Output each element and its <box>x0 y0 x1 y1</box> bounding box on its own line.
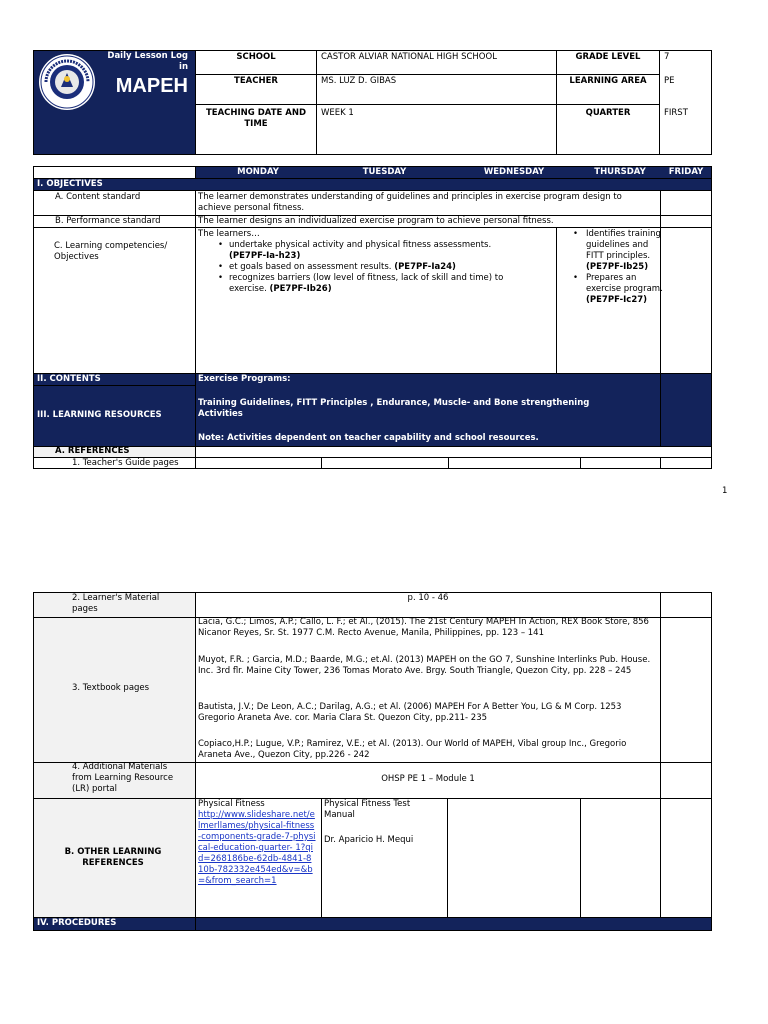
textbook-ref: Bautista, J.V.; De Leon, A.C.; Darilag, A.G.; et Al. (2006) MAPEH For A Better You, LG & M Corp. 1253 Gregorio Araneta Ave. cor. Maria Clara St. Quezon City, pp.211- 235 <box>198 702 622 723</box>
in-label: in <box>179 62 188 72</box>
competency-code: (PE7PF-Ia24) <box>394 262 456 272</box>
day-tuesday: TUESDAY <box>362 167 407 177</box>
teachers-guide-label: 1. Teacher's Guide pages <box>72 458 179 468</box>
other-references-label: B. OTHER LEARNING REFERENCES <box>64 847 162 868</box>
competency-text: Identifies training guidelines and FITT principles. <box>586 229 661 261</box>
day-wednesday: WEDNESDAY <box>483 167 545 177</box>
competency-code: (PE7PF-Ic27) <box>586 295 648 305</box>
contents-line1: Exercise Programs: <box>198 374 291 384</box>
cell <box>580 457 661 469</box>
grade-value: 7 <box>664 52 670 62</box>
learners-material-label: 2. Learner's Material pages <box>72 593 160 614</box>
performance-standard-text: The learner designs an individualized exercise program to achieve personal fitness. <box>198 216 554 226</box>
cell <box>448 457 581 469</box>
cell <box>660 227 712 374</box>
area-value: PE <box>664 76 675 86</box>
other-tue-author: Dr. Aparicio H. Mequi <box>324 835 414 845</box>
cell <box>580 798 661 918</box>
competency-code: (PE7PF-Ib26) <box>269 284 332 294</box>
contents-heading: II. CONTENTS <box>37 374 101 384</box>
procedures-row <box>33 917 712 931</box>
textbook-ref: Muyot, F.R. ; Garcia, M.D.; Baarde, M.G.; et.Al. (2013) MAPEH on the GO 7, Sunshine Interlinks Pub. House. Inc. 3rd flr. Maine City Tower, 236 Tomas Morato Ave. Brgy. South Triangle, Quezon City, pp. 228 – 245 <box>198 655 651 676</box>
daily-lesson-log-title: Daily Lesson Log <box>107 51 188 61</box>
textbook-ref: Copiaco,H.P.; Lugue, V.P.; Ramirez, V.E.; et Al. (2013). Our World of MAPEH, Vibal group Inc., Gregorio Araneta Ave., Quezon City, pp.226 - 242 <box>198 739 627 760</box>
cell <box>321 457 449 469</box>
competency-item <box>215 273 515 295</box>
content-standard-label: A. Content standard <box>55 192 141 202</box>
competency-item <box>215 262 515 273</box>
area-label: LEARNING AREA <box>569 76 647 86</box>
cell <box>195 457 322 469</box>
slideshare-link[interactable]: http://www.slideshare.net/elmerllames/physical-fitness-components-grade-7-physical-education-quarter- 1?qid=268186be-62db-4841-810b-782332e454ed&v=&b=&from_search=1 <box>198 810 316 886</box>
content-standard-text: The learner demonstrates understanding of guidelines and principles in exercise program design to achieve personal fitness. <box>198 192 622 213</box>
other-tue-title: Physical Fitness Test Manual <box>324 799 411 820</box>
competency-code: (PE7PF-Ib25) <box>586 262 649 272</box>
learners-intro: The learners… <box>198 229 260 239</box>
performance-standard-label: B. Performance standard <box>55 216 161 226</box>
competency-text: Prepares an exercise program. <box>586 273 663 294</box>
cell <box>660 762 712 799</box>
thursday-competencies <box>560 229 666 306</box>
competency-code: (PE7PF-Ia-h23) <box>229 251 301 261</box>
cell <box>660 592 712 618</box>
divider <box>660 373 661 447</box>
school-label: SCHOOL <box>236 52 276 62</box>
day-thursday: THURSDAY <box>594 167 646 177</box>
learners-material-value: p. 10 - 46 <box>407 593 449 603</box>
competency-text: undertake physical activity and physical fitness assessments. <box>229 240 492 250</box>
quarter-label: QUARTER <box>585 108 631 118</box>
competency-item <box>570 229 666 273</box>
procedures-heading: IV. PROCEDURES <box>37 918 117 928</box>
grade-label: GRADE LEVEL <box>575 52 641 62</box>
date-value: WEEK 1 <box>321 108 354 118</box>
competency-text: recognizes barriers (low level of fitness, lack of skill and time) to exercise. <box>229 273 504 294</box>
cell <box>660 798 712 918</box>
day-monday: MONDAY <box>237 167 279 177</box>
day-friday: FRIDAY <box>668 167 704 177</box>
competencies-label: C. Learning competencies/ Objectives <box>54 241 168 262</box>
competency-item <box>570 273 666 306</box>
additional-materials-label: 4. Additional Materials from Learning Resource (LR) portal <box>72 762 174 794</box>
competency-item <box>215 240 515 262</box>
other-mon-title: Physical Fitness <box>198 799 265 809</box>
contents-note: Note: Activities dependent on teacher capability and school resources. <box>198 433 539 443</box>
learning-resources-heading: III. LEARNING RESOURCES <box>37 410 162 420</box>
divider <box>33 385 196 386</box>
textbook-label: 3. Textbook pages <box>72 683 150 693</box>
school-value: CASTOR ALVIAR NATIONAL HIGH SCHOOL <box>321 52 497 62</box>
contents-line2: Training Guidelines, FITT Principles , Endurance, Muscle- and Bone strengthening Activities <box>198 398 590 419</box>
divider <box>195 917 196 931</box>
cell <box>660 617 712 763</box>
teacher-value: MS. LUZ D. GIBAS <box>321 76 397 86</box>
references-heading: A. REFERENCES <box>55 446 130 456</box>
page-number: 1 <box>722 486 728 496</box>
cell <box>660 457 712 469</box>
deped-seal <box>38 53 96 111</box>
cell <box>447 798 581 918</box>
monday-competencies <box>215 240 515 295</box>
competency-text: et goals based on assessment results. <box>229 262 392 272</box>
subject-title: MAPEH <box>115 75 188 97</box>
textbook-ref: Lacia, G.C.; Limos, A.P.; Callo, L. F.; et Al., (2015). The 21st Century MAPEH In Action, REX Book Store, 856 Nicanor Reyes, Sr. St. 1977 C.M. Recto Avenue, Manila, Philippines, pp. 123 – 141 <box>198 617 649 638</box>
additional-materials-value: OHSP PE 1 – Module 1 <box>381 774 475 784</box>
objectives-heading: I. OBJECTIVES <box>37 179 103 189</box>
teacher-label: TEACHER <box>234 76 278 86</box>
date-label: TEACHING DATE AND TIME <box>205 108 307 129</box>
quarter-value: FIRST <box>664 108 688 118</box>
cell <box>660 190 712 216</box>
